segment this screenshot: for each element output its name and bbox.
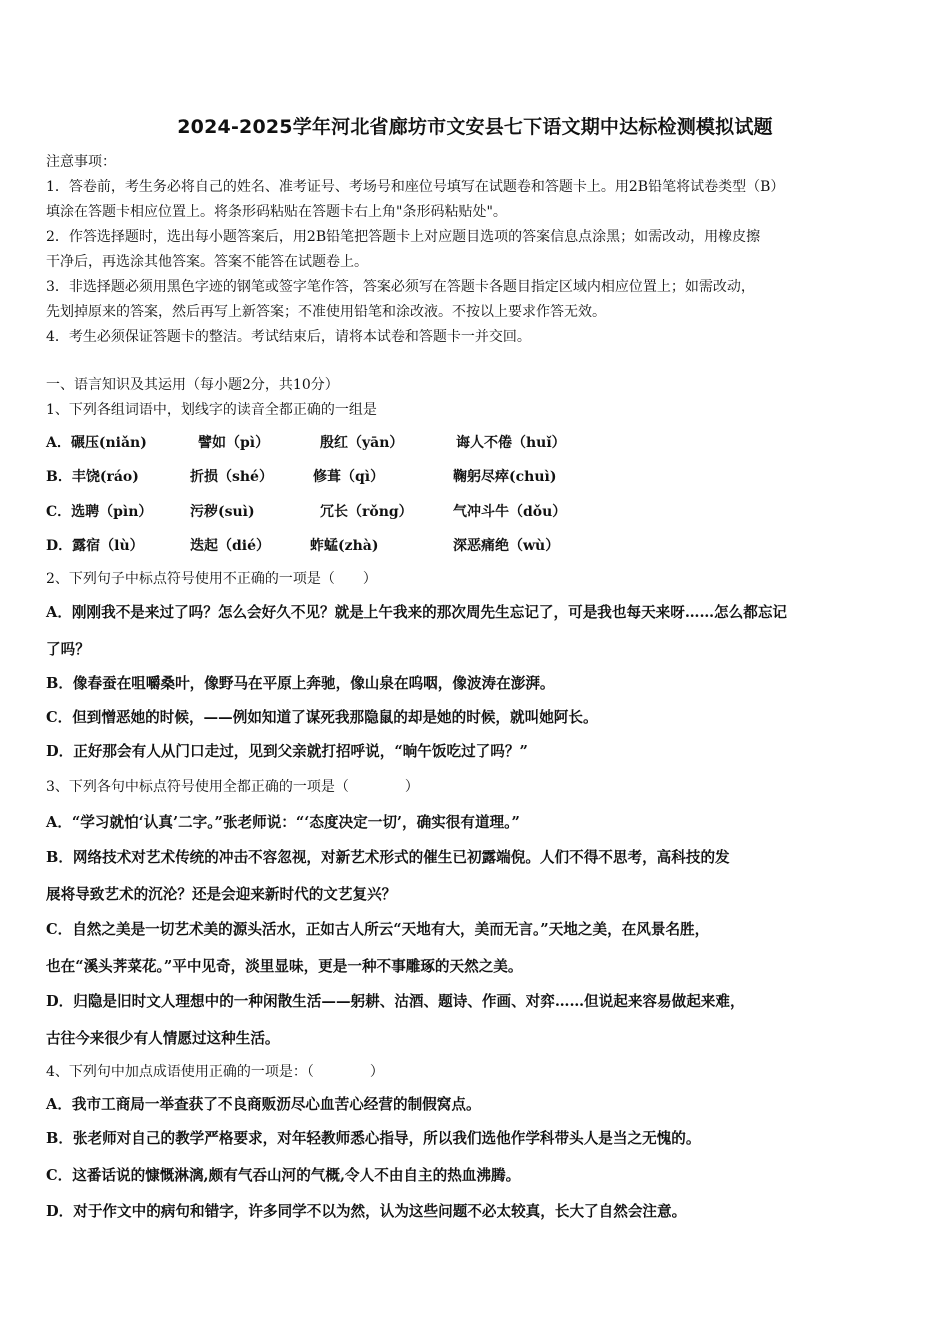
option-word: 折损（shé） bbox=[190, 469, 273, 485]
question-4-stem: 4、下列句中加点成语使用正确的一项是：（ ） bbox=[46, 1064, 384, 1080]
option-word: 殷红（yān） bbox=[320, 435, 404, 451]
option-word: A．碾压(niǎn) bbox=[46, 435, 147, 451]
question-2-option-c: C．但到憎恶她的时候，——例如知道了谋死我那隐鼠的却是她的时候，就叫她阿长。 bbox=[46, 709, 598, 726]
instruction-line: 3．非选择题必须用黑色字迹的钢笔或签字笔作答，答案必须写在答题卡各题目指定区域内相应位置上；如需改动， bbox=[46, 279, 755, 295]
option-word: 迭起（dié） bbox=[190, 538, 271, 554]
option-text-line: 了吗？ bbox=[46, 641, 90, 658]
question-4-option-b: B．张老师对自己的教学严格要求，对年轻教师悉心指导，所以我们选他作学科带头人是当之无愧的。 bbox=[46, 1130, 701, 1147]
option-text-line: B．网络技术对艺术传统的冲击不容忽视，对新艺术形式的催生已初露端倪。人们不得不思考，高科技的发 bbox=[46, 849, 730, 866]
option-word: 深恶痛绝（wù） bbox=[453, 538, 560, 554]
option-word: 气冲斗牛（dǒu） bbox=[453, 504, 567, 520]
question-3-option-b bbox=[46, 839, 906, 913]
option-word: 冗长（rǒng） bbox=[320, 504, 413, 520]
question-1-stem: 1、下列各组词语中，划线字的读音全都正确的一组是 bbox=[46, 402, 377, 418]
section-heading: 一、语言知识及其运用（每小题2分，共10分） bbox=[46, 377, 339, 393]
option-word: C．选聘（pìn） bbox=[46, 504, 153, 520]
option-word: 诲人不倦（huǐ） bbox=[456, 435, 566, 451]
option-word: 鞠躬尽瘁(chuì) bbox=[453, 469, 557, 485]
question-4-option-d: D．对于作文中的病句和错字，许多同学不以为然，认为这些问题不必太较真，长大了自然会注意。 bbox=[46, 1203, 687, 1220]
option-word: 污秽(suì) bbox=[190, 504, 255, 520]
instruction-line: 1．答卷前，考生务必将自己的姓名、准考证号、考场号和座位号填写在试题卷和答题卡上。用2B铅笔将试卷类型（B） bbox=[46, 179, 785, 195]
option-text-line: 古往今来很少有人情愿过这种生活。 bbox=[46, 1030, 280, 1047]
question-3-option-c bbox=[46, 911, 906, 985]
instruction-line: 先划掉原来的答案，然后再写上新答案；不准使用铅笔和涂改液。不按以上要求作答无效。 bbox=[46, 304, 606, 320]
option-word: B．丰饶(ráo) bbox=[46, 469, 139, 485]
question-2-option-a bbox=[46, 594, 906, 668]
instructions-heading: 注意事项： bbox=[46, 154, 116, 170]
option-text-line: 展将导致艺术的沉沦？还是会迎来新时代的文艺复兴？ bbox=[46, 886, 397, 903]
question-4-option-a: A．我市工商局一举查获了不良商贩沥尽心血苦心经营的制假窝点。 bbox=[46, 1096, 481, 1113]
question-4-option-c: C．这番话说的慷慨淋漓,颇有气吞山河的气概,令人不由自主的热血沸腾。 bbox=[46, 1167, 521, 1184]
option-word: 譬如（pì） bbox=[198, 435, 270, 451]
question-3-stem: 3、下列各句中标点符号使用全都正确的一项是（ ） bbox=[46, 779, 419, 795]
instructions-block bbox=[46, 150, 908, 350]
option-text-line: A．刚刚我不是来过了吗？怎么会好久不见？就是上午我来的那次周先生忘记了，可是我也每天来呀……怎么都忘记 bbox=[46, 604, 788, 621]
question-2-option-b: B．像春蚕在咀嚼桑叶，像野马在平原上奔驰，像山泉在呜咽，像波涛在澎湃。 bbox=[46, 675, 555, 692]
page-title: 2024-2025学年河北省廊坊市文安县七下语文期中达标检测模拟试题 bbox=[177, 116, 773, 138]
question-2-stem: 2、下列句子中标点符号使用不正确的一项是（ ） bbox=[46, 571, 377, 587]
option-word: 蚱蜢(zhà) bbox=[310, 538, 379, 554]
instruction-line: 2．作答选择题时，选出每小题答案后，用2B铅笔把答题卡上对应题目选项的答案信息点涂黑；如需改动，用橡皮擦 bbox=[46, 229, 761, 245]
option-text-line: C．自然之美是一切艺术美的源头活水，正如古人所云“天地有大，美而无言。”天地之美，在风景名胜， bbox=[46, 921, 710, 938]
instruction-line: 干净后，再选涂其他答案。答案不能答在试题卷上。 bbox=[46, 254, 368, 270]
instruction-line: 4．考生必须保证答题卡的整洁。考试结束后，请将本试卷和答题卡一并交回。 bbox=[46, 329, 531, 345]
question-2-option-d: D．正好那会有人从门口走过，见到父亲就打招呼说，“晌午饭吃过了吗？” bbox=[46, 743, 528, 760]
option-word: 修葺（qì） bbox=[313, 469, 385, 485]
option-text-line: D．归隐是旧时文人理想中的一种闲散生活——躬耕、沽酒、题诗、作画、对弈……但说起来容易做起来难， bbox=[46, 993, 745, 1010]
option-text-line: 也在“溪头荠菜花。”平中见奇，淡里显味，更是一种不事雕琢的天然之美。 bbox=[46, 958, 523, 975]
question-3-option-d bbox=[46, 983, 906, 1057]
instruction-line: 填涂在答题卡相应位置上。将条形码粘贴在答题卡右上角"条形码粘贴处"。 bbox=[46, 204, 507, 220]
option-word: D．露宿（lù） bbox=[46, 538, 144, 554]
question-3-option-a: A．“学习就怕‘认真’二字。”张老师说：“‘态度决定一切’，确实很有道理。” bbox=[46, 814, 520, 831]
